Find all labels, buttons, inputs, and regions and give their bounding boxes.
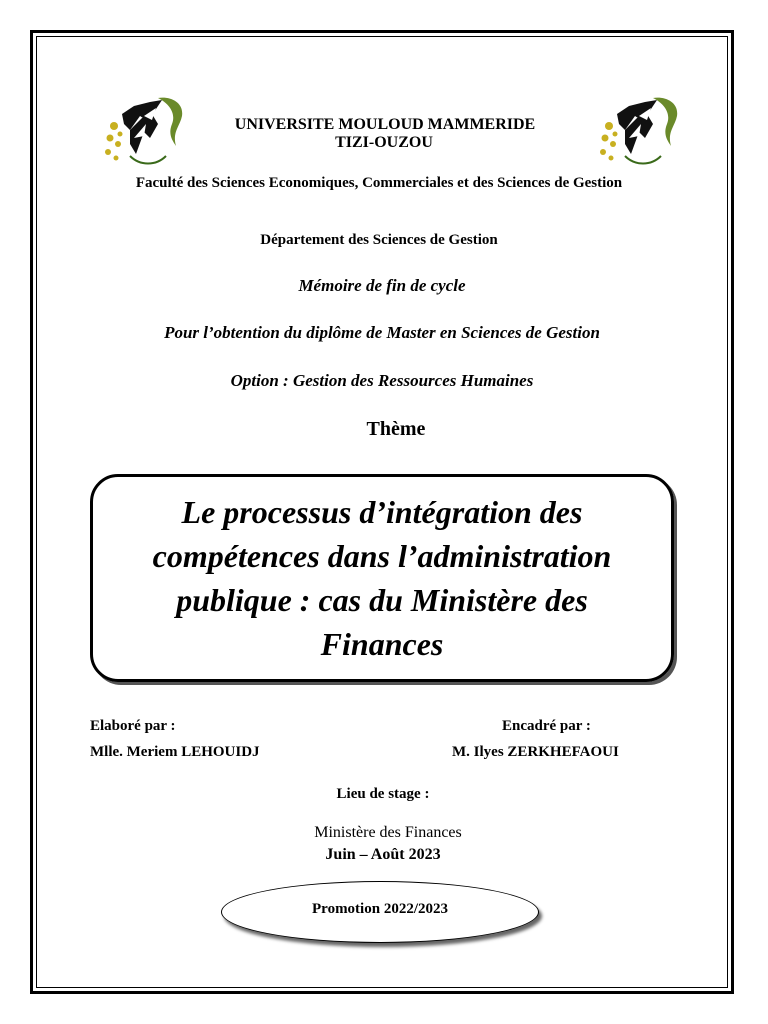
theme-title-line: publique : cas du Ministère des: [176, 582, 588, 618]
encadre-label: Encadré par :: [502, 718, 591, 734]
theme-title-line: Le processus d’intégration des: [181, 494, 583, 530]
theme-label: Thème: [366, 418, 426, 440]
student-name: Mlle. Meriem LEHOUIDJ: [90, 744, 260, 760]
stage-place: Ministère des Finances: [314, 824, 462, 841]
obtention-text: Pour l’obtention du diplôme de Master en Sciences de Gestion: [164, 323, 600, 342]
memoire-title: Mémoire de fin de cycle: [298, 276, 466, 295]
theme-title-line: compétences dans l’administration: [152, 538, 612, 574]
supervisor-name: M. Ilyes ZERKHEFAOUI: [452, 744, 619, 760]
option-text: Option : Gestion des Ressources Humaines: [230, 371, 534, 390]
stage-period: Juin – Août 2023: [325, 846, 441, 863]
theme-box: [90, 474, 674, 682]
stage-label: Lieu de stage :: [336, 786, 430, 802]
promotion-badge: [221, 881, 539, 943]
promotion-text: Promotion 2022/2023: [312, 900, 448, 917]
faculty-name: Faculté des Sciences Economiques, Commerciales et des Sciences de Gestion: [135, 175, 623, 191]
department-name: Département des Sciences de Gestion: [260, 232, 498, 248]
elabore-label: Elaboré par :: [90, 718, 176, 734]
university-name: UNIVERSITE MOULOUD MAMMERIDE: [234, 116, 536, 133]
theme-title-line: Finances: [320, 626, 444, 662]
university-city: TIZI-OUZOU: [335, 134, 433, 151]
